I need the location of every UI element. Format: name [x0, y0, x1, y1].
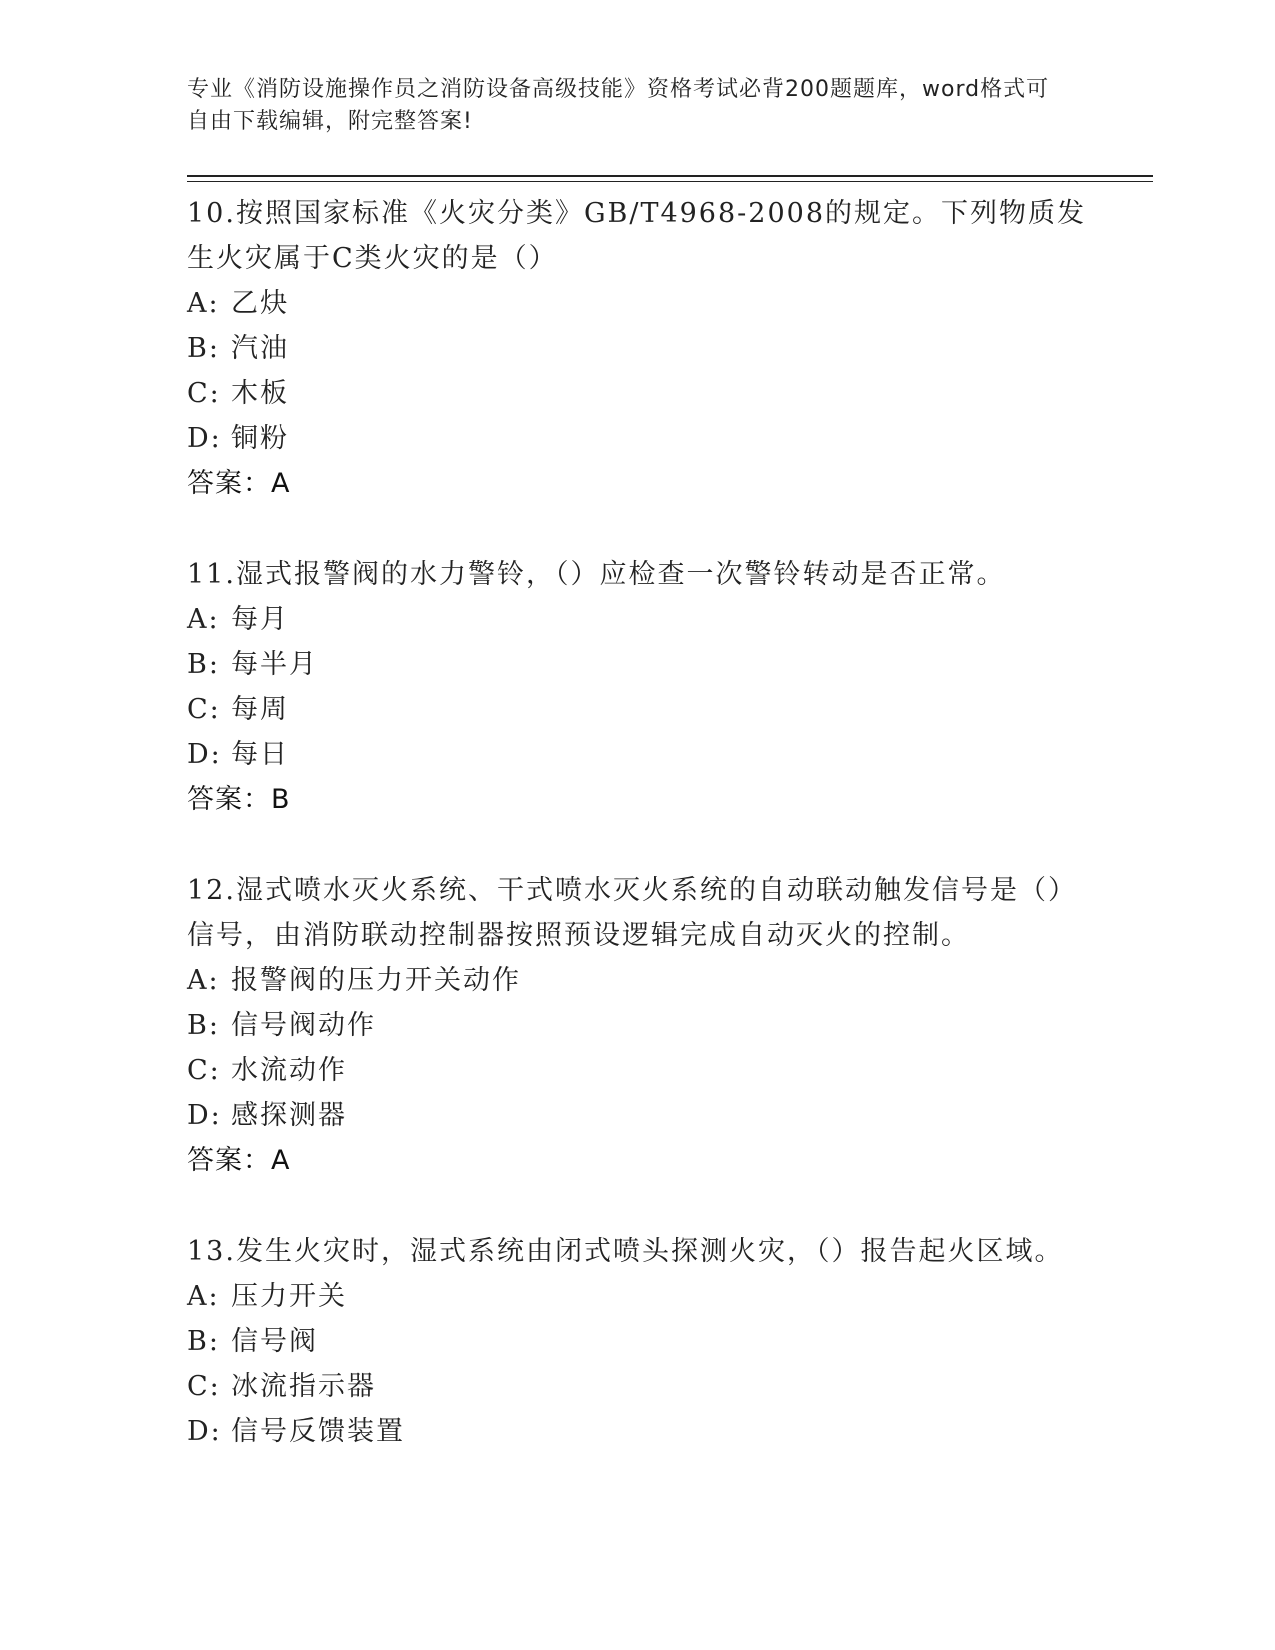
option-text: 乙炔 [231, 288, 289, 319]
option-letter: A: [187, 288, 220, 319]
option-a [187, 1274, 1087, 1319]
option-letter: C: [187, 1371, 221, 1402]
document-header: 专业《消防设施操作员之消防设备高级技能》资格考试必背200题题库，word格式可自由下载编辑，附完整答案! [187, 77, 1050, 134]
option-c [187, 1048, 1087, 1093]
option-letter: D: [187, 1416, 222, 1447]
option-letter: C: [187, 378, 221, 409]
option-letter: B: [187, 649, 220, 680]
option-text: 信号阀动作 [231, 1010, 376, 1041]
option-b [187, 1003, 1087, 1048]
question-13 [187, 1229, 1087, 1454]
option-letter: B: [187, 1010, 220, 1041]
option-letter: D: [187, 739, 222, 770]
option-text: 感探测器 [231, 1100, 347, 1131]
option-b [187, 642, 1087, 687]
option-d [187, 416, 1087, 461]
header-divider-thin [187, 181, 1153, 182]
option-d [187, 732, 1087, 777]
option-text: 木板 [231, 378, 289, 409]
option-a [187, 281, 1087, 326]
option-c [187, 1364, 1087, 1409]
header-divider-thick [187, 175, 1153, 177]
option-a [187, 597, 1087, 642]
option-letter: A: [187, 1281, 220, 1312]
option-a [187, 958, 1087, 1003]
option-c [187, 687, 1087, 732]
answer-line: 答案：A [187, 468, 291, 499]
option-letter: A: [187, 965, 220, 996]
option-text: 每日 [231, 739, 289, 770]
question-text: 13.发生火灾时，湿式系统由闭式喷头探测火灾，（）报告起火区域。 [187, 1236, 1064, 1267]
question-11 [187, 552, 1087, 822]
answer-line: 答案：A [187, 1145, 291, 1176]
answer-line: 答案：B [187, 784, 291, 815]
option-text: 信号阀 [231, 1326, 318, 1357]
option-text: 每月 [231, 604, 289, 635]
option-letter: B: [187, 333, 220, 364]
option-letter: C: [187, 694, 221, 725]
option-text: 铜粉 [231, 423, 289, 454]
option-text: 每半月 [231, 649, 318, 680]
option-text: 水流动作 [231, 1055, 347, 1086]
option-text: 每周 [231, 694, 289, 725]
option-c [187, 371, 1087, 416]
option-d [187, 1093, 1087, 1138]
option-letter: B: [187, 1326, 220, 1357]
option-b [187, 326, 1087, 371]
option-text: 信号反馈装置 [231, 1416, 405, 1447]
option-letter: C: [187, 1055, 221, 1086]
option-text: 压力开关 [231, 1281, 347, 1312]
option-letter: D: [187, 1100, 222, 1131]
option-letter: A: [187, 604, 220, 635]
option-text: 汽油 [231, 333, 289, 364]
option-letter: D: [187, 423, 222, 454]
question-list [187, 191, 1087, 1500]
question-10 [187, 191, 1087, 506]
question-text: 11.湿式报警阀的水力警铃，（）应检查一次警铃转动是否正常。 [187, 559, 1006, 590]
option-d [187, 1409, 1087, 1454]
question-text: 12.湿式喷水灭火系统、干式喷水灭火系统的自动联动触发信号是（）信号，由消防联动控制器按照预设逻辑完成自动灭火的控制。 [187, 875, 1077, 951]
option-text: 报警阀的压力开关动作 [231, 965, 521, 996]
option-b [187, 1319, 1087, 1364]
question-text: 10.按照国家标准《火灾分类》GB/T4968-2008的规定。下列物质发生火灾属于C类火灾的是（） [187, 198, 1087, 274]
question-12 [187, 868, 1087, 1183]
option-text: 冰流指示器 [231, 1371, 376, 1402]
